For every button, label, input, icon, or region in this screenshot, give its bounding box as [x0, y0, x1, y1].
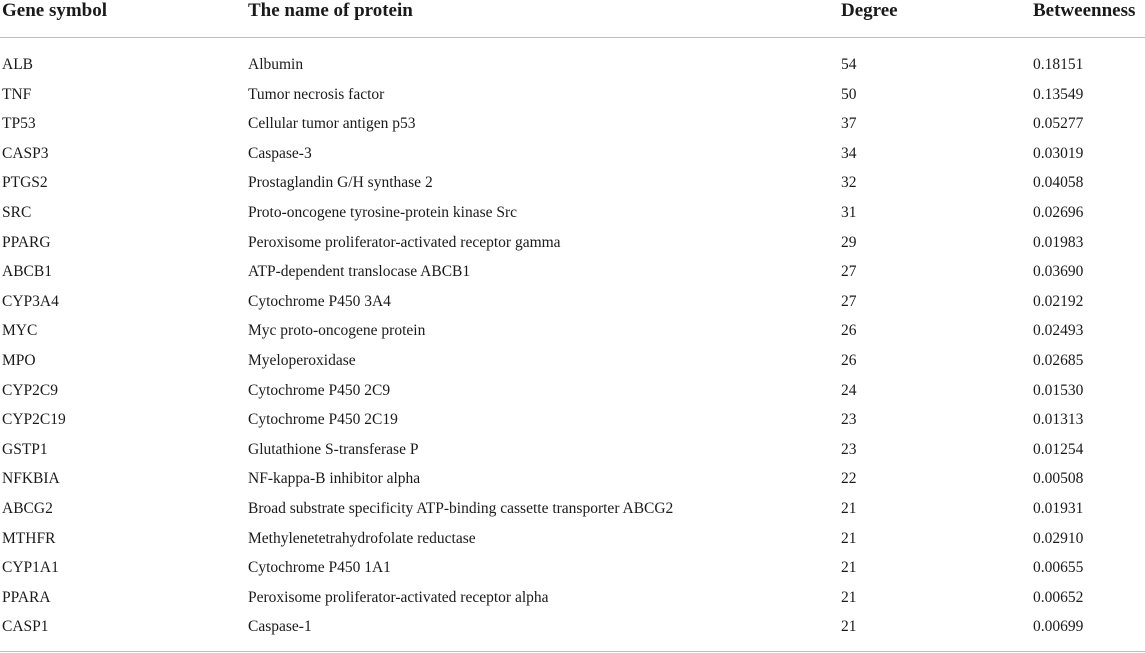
table-row	[0, 405, 1145, 435]
cell-degree: 21	[841, 588, 857, 606]
cell-betweenness: 0.05277	[1033, 115, 1084, 133]
cell-betweenness: 0.18151	[1033, 56, 1084, 73]
cell-gene-symbol: PTGS2	[2, 174, 48, 192]
cell-protein-name: Cellular tumor antigen p53	[248, 115, 416, 133]
cell-protein-name: Glutathione S-transferase P	[248, 440, 419, 458]
cell-protein-name: Prostaglandin G/H synthase 2	[248, 174, 433, 192]
cell-gene-symbol: CYP2C9	[2, 381, 58, 399]
header-betweenness: Betweenness	[1033, 0, 1136, 21]
cell-protein-name: NF-kappa-B inhibitor alpha	[248, 470, 421, 488]
cell-degree: 26	[841, 351, 857, 369]
cell-protein-name: Tumor necrosis factor	[248, 85, 385, 103]
table-row	[0, 494, 1145, 524]
table-row	[0, 524, 1145, 554]
cell-protein-name: Cytochrome P450 2C9	[248, 381, 391, 399]
cell-protein-name: Peroxisome proliferator-activated receptor gamma	[248, 233, 561, 251]
cell-betweenness: 0.01313	[1033, 411, 1084, 429]
header-gene-symbol: Gene symbol	[2, 0, 108, 21]
cell-protein-name: Cytochrome P450 1A1	[248, 559, 391, 577]
cell-protein-name: Albumin	[248, 56, 304, 73]
cell-gene-symbol: CASP3	[2, 144, 49, 162]
cell-betweenness: 0.00699	[1033, 618, 1084, 636]
cell-protein-name: Cytochrome P450 3A4	[248, 292, 391, 310]
cell-protein-name: Caspase-3	[248, 144, 312, 162]
table-row	[0, 287, 1145, 317]
cell-degree: 21	[841, 559, 857, 577]
cell-gene-symbol: CYP3A4	[2, 292, 59, 310]
header-degree: Degree	[841, 0, 898, 21]
cell-gene-symbol: ABCB1	[2, 263, 52, 281]
cell-degree: 32	[841, 174, 857, 192]
cell-betweenness: 0.01254	[1033, 440, 1084, 458]
cell-degree: 29	[841, 233, 857, 251]
cell-gene-symbol: PPARA	[2, 588, 51, 606]
header-protein-name: The name of protein	[248, 0, 413, 21]
table-row	[0, 346, 1145, 376]
cell-degree: 23	[841, 411, 857, 429]
cell-protein-name: Caspase-1	[248, 618, 312, 636]
cell-degree: 26	[841, 322, 857, 340]
cell-gene-symbol: PPARG	[2, 233, 51, 251]
cell-betweenness: 0.01530	[1033, 381, 1084, 399]
cell-betweenness: 0.00652	[1033, 588, 1084, 606]
cell-gene-symbol: TNF	[2, 85, 32, 103]
table-row	[0, 139, 1145, 169]
cell-gene-symbol: MYC	[2, 322, 38, 340]
cell-betweenness: 0.02696	[1033, 203, 1084, 221]
header-divider	[0, 37, 1145, 38]
table-bottom-rule	[0, 651, 1145, 652]
cell-protein-name: Cytochrome P450 2C19	[248, 411, 398, 429]
cell-protein-name: Proto-oncogene tyrosine-protein kinase Src	[248, 203, 518, 221]
table-row	[0, 168, 1145, 198]
cell-gene-symbol: CYP1A1	[2, 559, 59, 577]
cell-degree: 21	[841, 529, 857, 547]
cell-betweenness: 0.04058	[1033, 174, 1084, 192]
cell-degree: 27	[841, 263, 857, 281]
cell-betweenness: 0.00655	[1033, 559, 1084, 577]
cell-gene-symbol: ALB	[2, 56, 33, 73]
cell-protein-name: Myeloperoxidase	[248, 351, 356, 369]
cell-degree: 22	[841, 470, 857, 488]
cell-degree: 31	[841, 203, 857, 221]
table-row	[0, 612, 1145, 642]
cell-protein-name: Myc proto-oncogene protein	[248, 322, 426, 340]
table-row	[0, 553, 1145, 583]
cell-degree: 37	[841, 115, 857, 133]
table-row	[0, 80, 1145, 110]
cell-degree: 50	[841, 85, 857, 103]
cell-degree: 21	[841, 499, 857, 517]
cell-gene-symbol: CYP2C19	[2, 411, 66, 429]
table-row	[0, 257, 1145, 287]
cell-betweenness: 0.02910	[1033, 529, 1084, 547]
cell-betweenness: 0.01983	[1033, 233, 1084, 251]
cell-betweenness: 0.02192	[1033, 292, 1084, 310]
cell-betweenness: 0.03019	[1033, 144, 1084, 162]
cell-protein-name: Methylenetetrahydrofolate reductase	[248, 529, 476, 547]
cell-betweenness: 0.00508	[1033, 470, 1084, 488]
table-row	[0, 198, 1145, 228]
cell-betweenness: 0.02685	[1033, 351, 1084, 369]
cell-protein-name: Broad substrate specificity ATP-binding cassette transporter ABCG2	[248, 499, 674, 517]
cell-gene-symbol: MPO	[2, 351, 36, 369]
cell-betweenness: 0.02493	[1033, 322, 1084, 340]
cell-degree: 23	[841, 440, 857, 458]
table-row	[0, 583, 1145, 613]
table-body	[0, 50, 1145, 642]
cell-gene-symbol: ABCG2	[2, 499, 53, 517]
cell-degree: 34	[841, 144, 857, 162]
cell-gene-symbol: CASP1	[2, 618, 49, 636]
cell-degree: 24	[841, 381, 857, 399]
cell-gene-symbol: MTHFR	[2, 529, 56, 547]
cell-gene-symbol: SRC	[2, 203, 32, 221]
cell-gene-symbol: GSTP1	[2, 440, 48, 458]
table-row	[0, 435, 1145, 465]
cell-betweenness: 0.13549	[1033, 85, 1084, 103]
cell-gene-symbol: TP53	[2, 115, 36, 133]
table-row	[0, 376, 1145, 406]
cell-betweenness: 0.01931	[1033, 499, 1084, 517]
cell-protein-name: ATP-dependent translocase ABCB1	[248, 263, 471, 281]
table-row	[0, 316, 1145, 346]
table-row	[0, 228, 1145, 258]
table-row	[0, 464, 1145, 494]
cell-degree: 27	[841, 292, 857, 310]
cell-betweenness: 0.03690	[1033, 263, 1084, 281]
cell-degree: 21	[841, 618, 857, 636]
cell-degree: 54	[841, 56, 857, 73]
table-header-row	[0, 0, 1145, 24]
cell-protein-name: Peroxisome proliferator-activated receptor alpha	[248, 588, 549, 606]
table-row	[0, 109, 1145, 139]
cell-gene-symbol: NFKBIA	[2, 470, 60, 488]
table-row	[0, 50, 1145, 80]
